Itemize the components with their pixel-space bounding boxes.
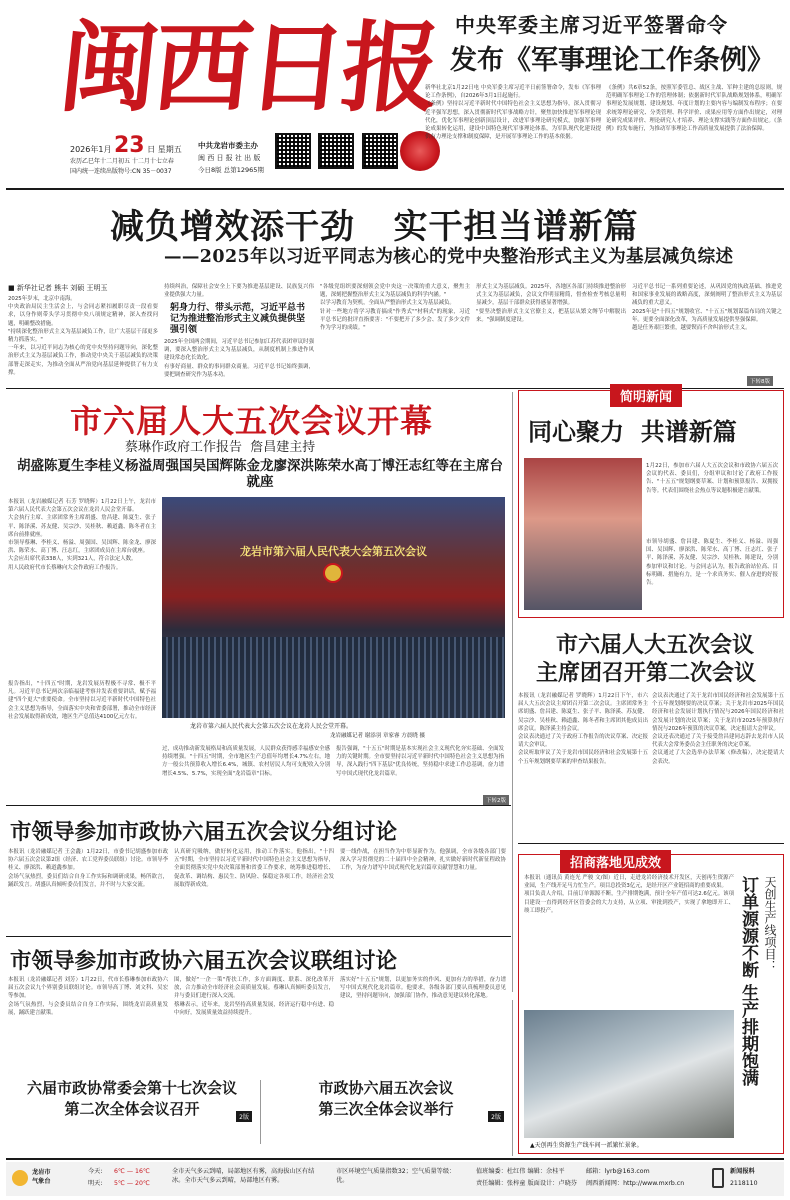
brief-news-photo[interactable] (524, 458, 642, 610)
hotline-label: 新闻报料 (730, 1168, 755, 1175)
lead-turn-label[interactable]: 下转8版 (747, 376, 773, 386)
npc-headline: 市六届人大五次会议开幕 (70, 402, 434, 440)
cppcc-divider (6, 936, 511, 937)
emblem-icon (323, 563, 343, 583)
masthead-issn: 国内统一连续出版物号:CN 35－0037 (70, 168, 172, 175)
cppcc-joint-col-2: 围，做好"一企一策"帮扶工作，多方面调度、联系、深化改革开放，合力推动全市经济社会高质量发展。蔡琳认真倾听委员发言，并与委员们进行深入交流。 蔡琳表示，近年来，龙岩坚持高质量发展，经济运行稳中有进、稳中向好，发展质量效益持续提升。 (174, 977, 334, 1016)
npc-turn-label[interactable]: 下转2版 (483, 795, 509, 805)
lead-col-5: 习近平总书记一系列重要论述，从巩固党的执政基础、推进党和国家事业发展的战略高度，深刻阐明了整治形式主义为基层减负的重大意义。 2025年是"十四五"规划收官、"十五五"规划谋篇布局的关键之年。更要全面深化改革，为高质量发展提供坚强保障。 越是任务艰巨繁重，越要锲而不舍纠治形式主义。 (632, 284, 782, 332)
npc-col-1b: 报告指出，"十四五"时期，龙岩发展历程极不寻常、极不平凡。习近平总书记两次亲临福建考察并发表重要讲话，赋予福建"四个更大"重要使命。全市坚持以习近平新时代中国特色社会主义思想为指导，全面落实中央和省委部署，推动全市经济社会发展取得新成效，地区生产总值达4100亿元左右。 (8, 681, 156, 720)
masthead-day: 23 (114, 133, 145, 158)
footer-divider (6, 1158, 784, 1160)
investment-label: 招商落地见成效 (560, 850, 671, 873)
hotline-number[interactable]: 2118110 (730, 1180, 758, 1187)
weather-sun-icon (12, 1170, 28, 1186)
footer-link-2-title: 市政协六届五次会议 第三次全体会议举行 (318, 1079, 454, 1118)
weather-station: 龙岩市 气象台 (32, 1169, 51, 1185)
cppcc-group-col-3: 要一线作战，在担当作为中彰显新作为。他强调，全市各级各部门要深入学习贯彻党的二十届四中全会精神，扎实做好新时代新征程政协工作，为奋力谱写中国式现代化龙岩篇章贡献智慧和力量。 (340, 849, 506, 872)
npc-photo-credit: 龙岩融媒记者 谢添羽 章家睿 方晨晓 摄 (330, 733, 425, 739)
presidium-headline-2: 主席团召开第二次会议 (536, 661, 757, 686)
cppcc-group-col-2: 认真研究吸纳，做好转化运用，推动工作落实。他指出，"十四五"时期，全市坚持以习近平新时代中国特色社会主义思想为指导，全面贯彻落实党中央决策部署和省委工作要求，统筹推进稳增长、促改革、调结构、惠民生、防风险、保稳定各项工作，经济社会发展取得新成效。 (174, 849, 334, 888)
air-quality: 市区环境空气质量指数32；空气质量等级：优。 (336, 1168, 456, 1184)
brief-news-body: 1月22日，参加市六届人大五次会议和市政协六届五次会议的代表、委员们，分组审议和讨论了政府工作报告、"十五五"规划纲要草案、计划和预算报告、双拥报告等。代表们围绕社会热点等议题积极建言献策。 (646, 463, 778, 494)
cppcc-group-col-1: 本报讯（龙岩融媒记者 王会鑫）1月22日，市委书记胡盛参加市政协六届五次会议第2组（经济、农工党界委员联组）讨论。市领导李桂义、廖深洪、赖道鑫参加。 会场气氛热烈，委员们结合自身工作实际和调研成果，畅所欲言，踊跃发言。胡盛认真倾听委员们发言，并不时与大家交流。 (8, 849, 168, 888)
cppcc-group-headline: 市领导参加市政协六届五次会议分组讨论 (10, 820, 398, 845)
lead-col-4: 形式主义为基层减负。2025年，各地区各部门持续推进整治形式主义为基层减负，会议文件明显精简，督查检查考核总量明显减少，基层干部群众获得感显著增强。 "要坚决整治形式主义官僚主义，把基层从繁文缛节中解脱出来。"强调制度建设。 (476, 284, 626, 323)
presidium-col-1: 本报讯（龙岩融媒记者 罗晓辉）1月22日下午，市六届人大五次会议主席团召开第二次会议。主席团常务主席胡盛、詹昌建、陈夏生、张子平、陈泽溪、苏友健、吴宗沙、吴桂秋、赖道鑫、陈冬者和主席团其他成员出席会议。陈泽溪主持会议。 会议表决通过了关于政府工作报告的决议草案、决定报请大会审议。 会议听取审议了关于龙岩市国民经济和社会发展第十五个五年规划纲要草案的审查结果报告。 (518, 693, 648, 765)
npc-col-2: 过，成功推动新发展格局和高质量发展，人民群众获得感幸福感安全感持续增强。"十四五"时期，全市地区生产总值年均增长4.7%左右，地方一般公共预算收入增长6.4%，城镇、农村居民人均可支配收入分别增长4.5%、5.7%，实现全面"龙岩篇章"目标。 (162, 746, 330, 777)
top-story-body-left: 新华社北京1月22日电 中央军委主席习近平日前签署命令，发布《军事理论工作条例》，自2026年3月1日起施行。 《条例》坚持以习近平新时代中国特色社会主义思想为指导，深入贯彻习近平强军思想，深入贯彻新时代军事战略方针，聚焦加快推进军事理论现代化，优化军事理论创新顶层设计，改进军事理论研究模式，加强军事理论成果转化运用，建设中国特色现代军事理论体系，为军队现代化建设提供有力理论支撑和制度保障，是开展军事理论工作的基本依据。 (425, 85, 601, 141)
column-divider-2 (512, 1000, 513, 1156)
weather-text: 全市天气多云到晴，局部地区有雾，高海拔山区有结冰。全市天气多云到晴，局部地区有雾。 (172, 1168, 315, 1184)
top-headline-1: 中央军委主席习近平签署命令 (455, 13, 728, 37)
footer-editor: 值班编委：杜红伟 编辑：余桂平 (476, 1168, 565, 1175)
npc-subheadline: 蔡琳作政府工作报告 詹昌建主持 (125, 440, 316, 455)
footer-link-divider (260, 1080, 261, 1144)
brief-news-body-2: 市领导胡盛、詹昌建、陈夏生、李桂义、杨溢、周强国、吴国辉、廖深洪、陈荣水、高丁博、汪志红、张子平、陈泽溪、苏友健、吴宗沙、吴桂秋、陈建设，分别参加审议和讨论。与会同志认为，报告政治站位高、目标明确、措施有力，是一个求真务实、催人奋进的好报告。 (646, 539, 778, 587)
footer-website[interactable]: 闽西新闻网：http://www.mxrb.cn (586, 1180, 685, 1187)
presidium-divider (518, 843, 784, 844)
investment-body: 本报讯（通讯员 黄连光 严骏 文/图）近日，走进龙岩经济技术开发区，天创再生资源产业园，生产线开足马力忙生产。项目总投资3亿元，是经开区产业链招商的重要成果。 项目负责人介绍，目前订单源源不断，生产排期饱满，预计全年产值可达2.6亿元。该项目建设一直得到经开区管委会的大力支持，从立项、审批到投产，实现了拿地即开工、竣工即投产。 (524, 875, 734, 914)
footer-link-2-page: 2版 (488, 1111, 504, 1122)
npc-divider (6, 805, 511, 806)
masthead-divider (6, 188, 784, 190)
npc-photo-banner: 龙岩市第六届人民代表大会第五次会议 (240, 545, 427, 558)
masthead-title: 闽西日报 (54, 11, 443, 126)
npc-photo-caption: 龙岩市第六届人民代表大会第五次会议在龙岩人民会堂开幕。 (190, 723, 353, 730)
cppcc-joint-col-1: 本报讯（龙岩融媒记者 刘芳）1月22日，代市长蔡琳参加市政协六届五次会议九个界别委员联组讨论。市领导高丁博、刘文科、吴宏等参加。 会场气氛热烈，与会委员结合自身工作实际，围绕龙岩高质量发展，踊跃建言献策。 (8, 977, 168, 1016)
npc-names: 胡盛陈夏生李桂义杨溢周强国吴国辉陈金龙廖深洪陈荣水高丁博汪志红等在主席台就座 (17, 458, 503, 490)
footer-editor-2: 责任编辑：张梓童 版面设计：卢晓芬 (476, 1180, 577, 1187)
weather-today-temp: 6℃ — 16℃ (114, 1168, 150, 1175)
masthead-date: 2026年1月 23 日 星期五 (70, 133, 182, 158)
brief-news-label: 简明新闻 (610, 384, 682, 407)
presidium-headline-1: 市六届人大五次会议 (556, 633, 755, 658)
qr-code-2[interactable] (318, 133, 354, 169)
lead-col-1: 2025年岁末，北京中南海。 中央政治局民主生活会上，与会同志紧扣履职尽责一段看要求，以身作则带头学习贯彻中央八项规定精神，深入查找问题，明确整改措施。 "持续深化整治形式主义为基层减负工作，让广大基层干部更多精力抓落实。" 一年来，以习近平同志为核心的党中央坚持问题导向，深化整治形式主义为基层减负工作，推动党中央关于基层减负的决策部署走深走实，为推动全面从严治党向基层延伸提供了有力支撑。 (8, 296, 158, 376)
masthead-issue: 今日8版 总第12965期 (198, 166, 264, 174)
lead-byline: ■ 新华社记者 熊丰 刘硕 王明玉 (8, 284, 108, 292)
audience-area (162, 637, 505, 718)
footer-link-1[interactable] (8, 1074, 256, 1152)
masthead-lunar: 农历乙巳年十二月初五 十二月十七立春 (70, 158, 174, 165)
masthead-sponsor: 中共龙岩市委主办 (198, 141, 258, 150)
footer-link-1-page: 2版 (236, 1111, 252, 1122)
lead-col-2-subhead: 躬身力行、带头示范，习近平总书记为推进整治形式主义减负提供坚强引领 (170, 303, 306, 335)
footer-link-2[interactable] (264, 1074, 508, 1152)
investment-photo-caption: ▲天创再生资源生产线车间一派繁忙景象。 (530, 1142, 643, 1149)
weather-today-label: 今天: (88, 1168, 103, 1175)
brief-news-headline: 同心聚力 共谱新篇 (528, 418, 737, 446)
top-story-body-right: 《条例》共6章52条，按照军委管总、战区主战、军种主建的总原则，规范明确军事理论工作的管理体制；依据新时代军队战略规划体系，明确军事理论发展规划、建设规划、年度计划的主要内容与编制发布程序；在要求统筹理论研究、分类管理、科学评价、成果应用等方面作出规定，对理论研究成果评价、理论研究人才培养、理论支撑实践等方面作出规定。《条例》的发布施行，为推动军事理论工作高质量发展提供了法治保障。 (606, 85, 782, 133)
lead-col-2: 2025年全国两会期间，习近平总书记参加江苏代表团审议时强调，要深入整治形式主义为基层减负，从制度机制上推进作风建设常态化长效化。 有事好商量、群众的事同群众商量。习近平总书记始终强调，要把调查研究作为基本功。 (164, 339, 314, 378)
footer-bar (6, 1162, 784, 1196)
column-divider (512, 392, 513, 992)
npc-col-3: 报告强调，"十五五"时期是基本实现社会主义现代化夯实基础、全面发力的关键时期。全市要坚持以习近平新时代中国特色社会主义思想为指导，深入践行"四下基层"优良传统，坚持稳中求进工作总基调，奋力谱写中国式现代化龙岩篇章。 (336, 746, 504, 777)
footer-link-1-title: 六届市政协常委会第十七次会议 第二次全体会议召开 (26, 1079, 237, 1118)
presidium-col-2: 会议表决通过了关于龙岩市国民经济和社会发展第十五个五年规划纲要的决议草案；关于龙岩市2025年国民经济和社会发展计划执行情况与2026年国民经济和社会发展计划的决议草案；关于龙岩市2025年预算执行情况与2026年预算的决议草案，决定报请大会审议。 会议还表决通过了关于接受詹昌建同志辞去龙岩市人民代表大会常务委员会主任职务的决定草案。 会议通过了大会选举办法草案（修改稿），决定提请大会表决。 (652, 693, 784, 765)
lead-col-3: "各级党组织要深刻领会党中央这一决策的重大意义，聚焦主题，深刻把握整治形式主义为基层减负的科学内涵。" 以学习教育为契机，全面从严整治形式主义为基层减负。 针对一些地方将学习教育搞成"作秀式""材料式"的现象，习近平总书记的批评直指要害："不要把开了多少会、发了多少文件作为学习的成绩。" (320, 284, 470, 332)
lead-subheadline: ——2025年以习近平同志为核心的党中央整治形式主义为基层减负综述 (164, 247, 734, 267)
npc-photo[interactable] (162, 497, 505, 718)
investment-vertical-kicker: 天创生产线项目： (763, 876, 777, 972)
npc-col-1: 本报讯（龙岩融媒记者 石芳 罗晓辉）1月22日上午，龙岩市第六届人民代表大会第五次会议在龙岩人民会堂开幕。 大会执行主席、主席团常务主席胡盛、詹昌建、陈夏生、张子平、陈泽溪、苏友健、吴宗沙、吴桂秋、赖道鑫、陈冬者在主席台前排就座。 市领导蔡琳、李桂义、杨溢、周强国、吴国辉、陈金龙、廖深洪、陈荣水、高丁博、汪志红，主席团成员在主席台就座。 大会应出席代表338人，实到321人，符合法定人数。 用人民政府代市长蔡琳向大会作政府工作报告。 (8, 499, 156, 571)
cppcc-joint-col-3: 落实好"十五五"规划，以更加务实的作风、更加有力的举措，奋力谱写中国式现代化龙岩篇章。他要求，各级各部门要认真梳理委员意见建议，坚持问题导向，加强部门协作，推动意见建议转化落地。 (340, 977, 506, 1000)
lead-col-2-intro: 持续纠治，保障社会安全上下要为推进基层建设、民族复兴伟业提供强大力量。 (164, 284, 314, 299)
weather-tomorrow-temp: 5℃ — 20℃ (114, 1180, 150, 1187)
masthead-publisher: 闽 西 日 报 社 出 版 (198, 154, 261, 162)
top-headline-2: 发布《军事理论工作条例》 (450, 45, 774, 76)
qr-code-3[interactable] (362, 133, 398, 169)
lead-headline: 减负增效添干劲 实干担当谱新篇 (110, 207, 639, 247)
cppcc-joint-headline: 市领导参加市政协六届五次会议联组讨论 (10, 949, 398, 974)
qr-code-1[interactable] (275, 133, 311, 169)
phone-icon (712, 1168, 724, 1188)
investment-photo[interactable] (524, 1010, 734, 1138)
footer-email[interactable]: 邮箱：lyrb@163.com (586, 1168, 650, 1175)
weather-tomorrow-label: 明天: (88, 1180, 103, 1187)
investment-vertical-headline: 订单源源不断 生产排期饱满 (738, 876, 758, 1086)
